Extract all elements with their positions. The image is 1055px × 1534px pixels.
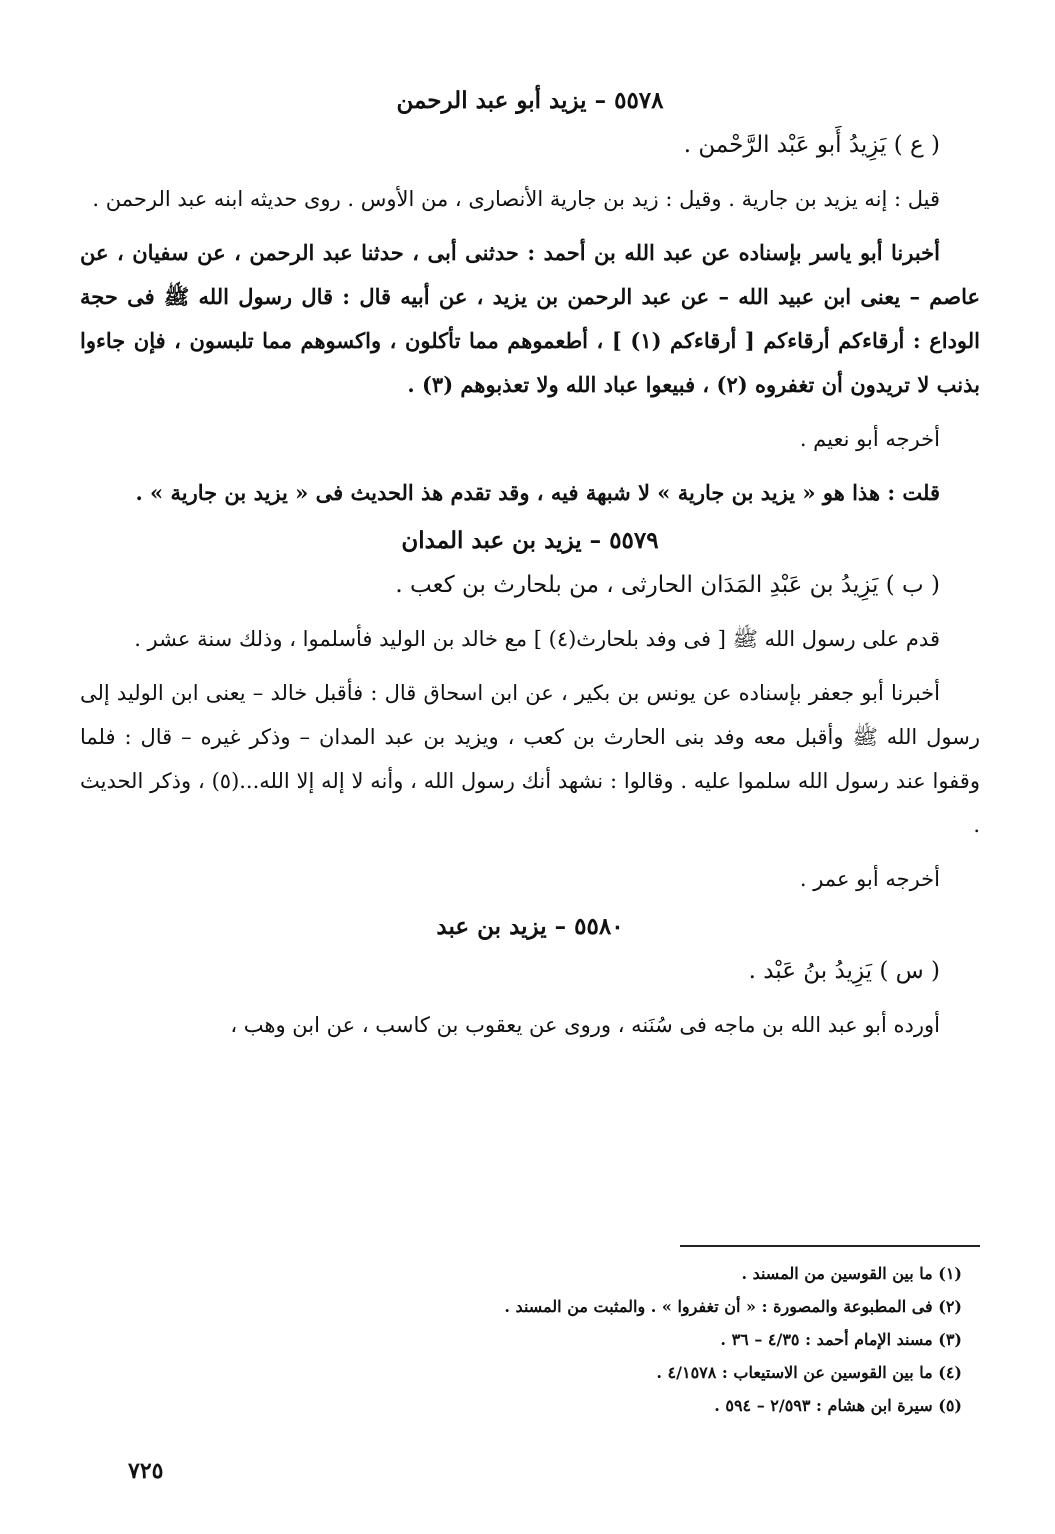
footnote: (٥) سيرة ابن هشام : ٢/٥٩٣ – ٥٩٤ . [714,1396,962,1415]
entry-paragraph: أخبرنا أبو ياسر بإسناده عن عبد الله بن أحمد : حدثنى أبى ، حدثنا عبد الرحمن ، عن سفيان ، عن عاصم – يعنى ابن عبيد الله – عن عبد الرحمن بن يزيد ، عن أبيه قال : قال رسول الله ﷺ فى حجة الوداع : أرقاءكم أرقاءكم [ أرقاءكم (١) ] ، أطعموهم مما تأكلون ، واكسوهم مما تلبسون ، فإن جاءوا بذنب لا تريدون أن تغفروه (٢) ، فبيعوا عباد الله ولا تعذبوهم (٣) . [80,240,981,397]
entry-name-line: ( ع ) يَزِيدُ أَبو عَبْد الرَّحْمن . [683,132,940,158]
footnote: (١) ما بين القوسين من المسند . [741,1264,962,1283]
footnotes [80,1245,980,1422]
page-body [80,85,980,1057]
footnote: (٤) ما بين القوسين عن الاستيعاب : ٤/١٥٧٨ . [656,1363,962,1382]
entry-name-line: ( ب ) يَزِيدُ بن عَبْدِ المَدَان الحارثى ، من بلحارث بن كعب . [395,572,940,598]
entry-5579 [80,525,980,901]
page-number: ٧٢٥ [128,1458,164,1484]
footnote-divider [680,1245,980,1247]
footnote: (٣) مسند الإمام أحمد : ٤/٣٥ – ٣٦ . [720,1330,962,1349]
entry-name-line: ( س ) يَزِيدُ بنُ عَبْد . [748,958,940,984]
entry-paragraph: قدم على رسول الله ﷺ [ فى وفد بلحارث(٤) ] مع خالد بن الوليد فأسلموا ، وذلك سنة عشر . [134,627,940,651]
footnote: (٢) فى المطبوعة والمصورة : « أن تغفروا » . والمثبت من المسند . [504,1297,962,1316]
entry-paragraph: أخبرنا أبو جعفر بإسناده عن يونس بن بكير ، عن ابن اسحاق قال : فأقبل خالد – يعنى ابن الوليد إلى رسول الله ﷺ وأقبل معه وفد بنى الحارث بن كعب ، ويزيد بن عبد المدان – وذكر غيره – قال : فلما وقفوا عند رسول الله سلموا عليه . وقالوا : نشهد أنك رسول الله ، وأنه لا إله إلا الله...(٥) ، وذكر الحديث . [80,681,980,837]
entry-heading: ٥٥٨٠ – يزيد بن عبد [436,913,624,940]
entry-paragraph: أورده أبو عبد الله بن ماجه فى سُنَنه ، وروى عن يعقوب بن كاسب ، عن ابن وهب ، [230,1013,940,1037]
entry-heading: ٥٥٧٨ – يزيد أبو عبد الرحمن [396,87,664,114]
entry-5578 [80,85,980,515]
entry-paragraph: قلت : هذا هو « يزيد بن جارية » لا شبهة فيه ، وقد تقدم هذ الحديث فى « يزيد بن جارية » . [135,480,940,505]
entry-heading: ٥٥٧٩ – يزيد بن عبد المدان [401,527,659,554]
entry-paragraph: أخرجه أبو نعيم . [799,427,940,451]
entry-5580 [80,911,980,1047]
entry-paragraph: أخرجه أبو عمر . [799,867,940,891]
entry-paragraph: قيل : إنه يزيد بن جارية . وقيل : زيد بن جارية الأنصارى ، من الأوس . روى حديثه ابنه عبد الرحمن . [92,187,940,211]
